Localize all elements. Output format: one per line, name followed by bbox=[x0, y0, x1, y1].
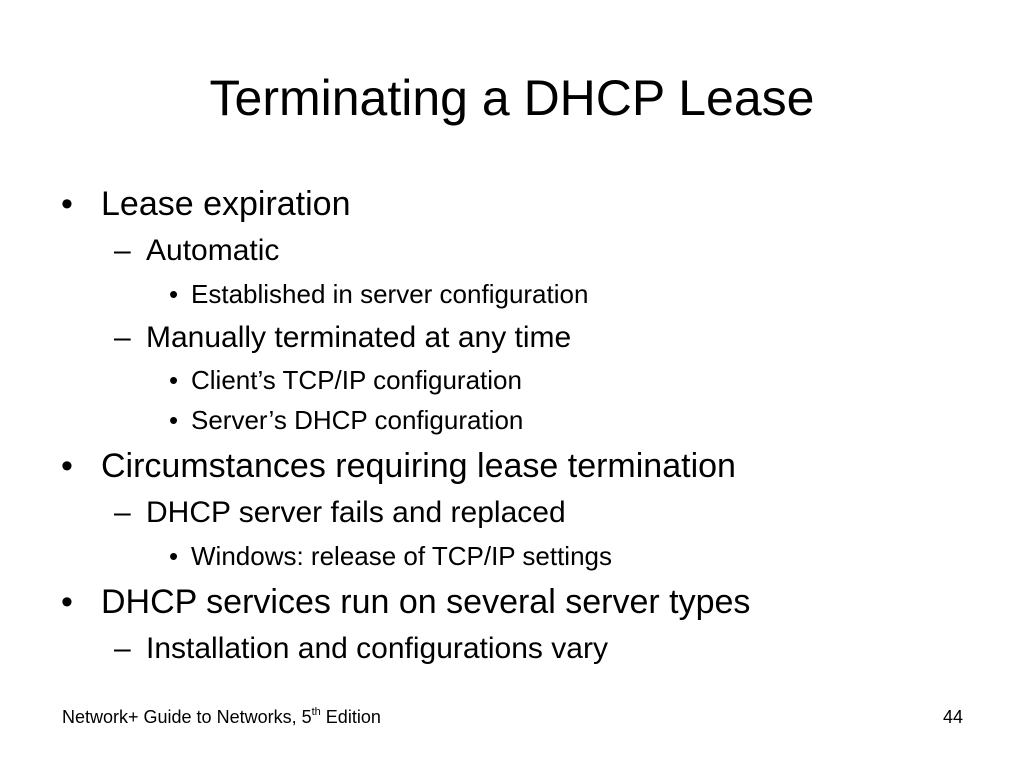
bullet-text: Established in server configuration bbox=[191, 279, 589, 309]
dash-marker: – bbox=[114, 496, 131, 529]
bullet-manually-terminated bbox=[114, 320, 572, 356]
bullet-dhcp-services-server-types bbox=[61, 582, 751, 622]
bullet-server-dhcp-configuration bbox=[169, 405, 524, 435]
bullet-marker: • bbox=[169, 405, 179, 435]
bullet-client-tcpip-configuration bbox=[169, 365, 522, 395]
bullet-marker: • bbox=[61, 447, 73, 485]
footer-book-prefix: Network+ Guide to Networks, 5 bbox=[62, 707, 312, 727]
page-number: 44 bbox=[942, 707, 963, 727]
dash-marker: – bbox=[114, 632, 131, 665]
bullet-lease-expiration bbox=[61, 184, 351, 224]
slide-title: Terminating a DHCP Lease bbox=[209, 70, 815, 126]
bullet-dhcp-server-fails bbox=[114, 495, 566, 531]
bullet-marker: • bbox=[169, 541, 179, 571]
bullet-marker: • bbox=[61, 185, 73, 223]
bullet-text: Circumstances requiring lease termination bbox=[101, 447, 736, 485]
bullet-circumstances-requiring-lease-termination bbox=[61, 446, 736, 486]
bullet-marker: • bbox=[61, 583, 73, 621]
dash-marker: – bbox=[114, 321, 131, 354]
footer-book-title bbox=[62, 706, 381, 728]
bullet-text: DHCP server fails and replaced bbox=[146, 496, 566, 529]
bullet-windows-release-tcpip-settings bbox=[169, 541, 613, 571]
bullet-text: Manually terminated at any time bbox=[146, 321, 572, 354]
bullet-text: Windows: release of TCP/IP settings bbox=[191, 541, 613, 571]
bullet-text: Server’s DHCP configuration bbox=[191, 405, 524, 435]
footer-book-sup: th bbox=[311, 706, 321, 718]
bullet-text: Installation and configurations vary bbox=[146, 632, 608, 665]
bullet-marker: • bbox=[169, 279, 179, 309]
dash-marker: – bbox=[114, 234, 131, 267]
footer-book-suffix: Edition bbox=[320, 707, 381, 727]
bullet-installation-configurations-vary bbox=[114, 631, 608, 667]
bullet-automatic bbox=[114, 233, 280, 269]
bullet-text: Automatic bbox=[146, 234, 280, 267]
bullet-text: Lease expiration bbox=[101, 185, 351, 223]
bullet-established-in-server-configuration bbox=[169, 279, 589, 309]
bullet-text: DHCP services run on several server types bbox=[101, 583, 751, 621]
bullet-marker: • bbox=[169, 365, 179, 395]
bullet-text: Client’s TCP/IP configuration bbox=[191, 365, 522, 395]
